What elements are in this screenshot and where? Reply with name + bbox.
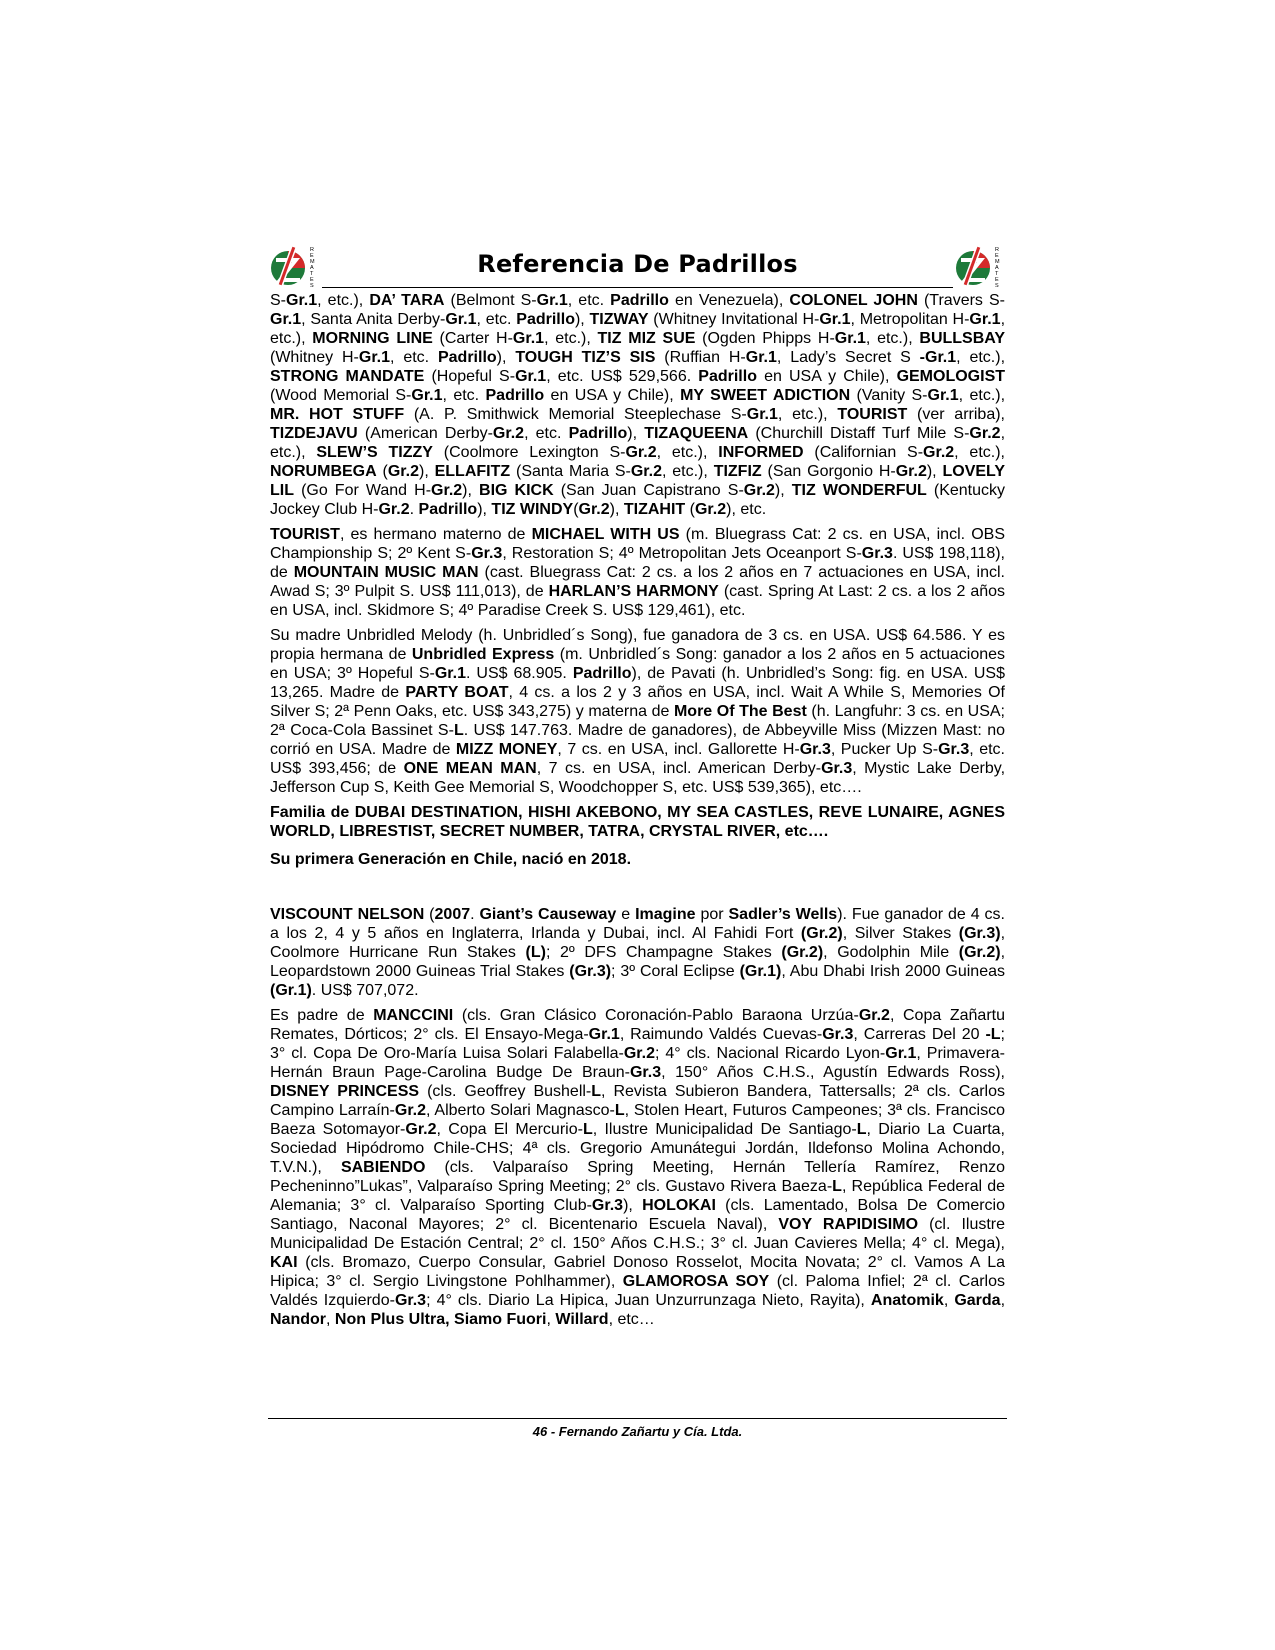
text-run: en USA y Chile), xyxy=(756,368,897,385)
text-run: (cl. Ilustre Municipalidad De Estación Central; 2° cl. 150° Años C.H.S.; 3° cl. Juan Cavieres Mella; 4° cl. Mega), xyxy=(270,1216,1006,1252)
text-run: , Leopardstown 2000 Guineas Trial Stakes xyxy=(270,944,1006,980)
bold-text: -Gr.1 xyxy=(919,349,957,366)
text-run: ), xyxy=(462,482,480,499)
bold-text: Anatomik xyxy=(870,1292,944,1309)
bold-text: Sadler’s Wells xyxy=(728,906,838,923)
text-run: , etc. US$ 529,566. xyxy=(546,368,699,385)
text-run: , Revista Subieron Bandera, Tattersalls; 2ª cls. Carlos Campino Larraín- xyxy=(270,1083,1005,1119)
text-run: S- xyxy=(270,292,286,309)
bold-text: SLEW’S TIZZY xyxy=(316,444,433,461)
bold-text: MIZZ MONEY xyxy=(455,741,558,758)
text-run: (Wood Memorial S- xyxy=(270,387,412,404)
bold-text: 2007 xyxy=(434,906,471,923)
page-footer: 46 - Fernando Zañartu y Cía. Ltda. xyxy=(532,1424,743,1439)
bold-text: Padrillo xyxy=(568,425,628,442)
bold-text: (Gr.2) xyxy=(958,944,1001,961)
bold-text: Gr.1 xyxy=(445,311,477,328)
bold-text: Imagine xyxy=(635,906,696,923)
text-run: ( xyxy=(573,501,579,518)
bold-text: Gr.1 xyxy=(411,387,443,404)
text-run: . xyxy=(409,501,419,518)
bold-text: Gr.2 xyxy=(578,501,610,518)
bold-text: GEMOLOGIST xyxy=(896,368,1006,385)
bold-text: Gr.1 xyxy=(927,387,959,404)
text-run: , xyxy=(546,1311,556,1328)
bold-text: -L xyxy=(985,1026,1001,1043)
svg-text:A: A xyxy=(995,265,999,271)
bold-text: (Gr.1) xyxy=(739,963,782,980)
bold-text: (L) xyxy=(525,944,546,961)
bold-text: Gr.1 xyxy=(358,349,391,366)
bold-text: Padrillo xyxy=(516,311,575,328)
text-run: (Go For Wand H- xyxy=(294,482,432,499)
paragraph xyxy=(270,905,1005,1000)
svg-text:E: E xyxy=(310,277,314,283)
bold-text: TIZWAY xyxy=(589,311,649,328)
bold-text: TIZ WINDY xyxy=(491,501,574,518)
text-run: , etc.), xyxy=(656,444,719,461)
text-run: (Ogden Phipps H- xyxy=(695,330,835,347)
text-run: ), xyxy=(623,1197,643,1214)
zr-remates-logo xyxy=(955,244,1005,288)
text-run: (Hopeful S- xyxy=(424,368,516,385)
bold-text: HARLAN’S HARMONY xyxy=(548,583,719,600)
text-run: , etc.), xyxy=(544,330,598,347)
bold-text: Gr.2 xyxy=(743,482,775,499)
bold-text: Gr.3 xyxy=(799,741,831,758)
text-run: ; 4° cls. Diario La Hipica, Juan Unzurrunzaga Nieto, Rayita), xyxy=(426,1292,871,1309)
text-run: ( xyxy=(685,501,695,518)
bold-text: Gr.3 xyxy=(938,741,970,758)
text-run: por xyxy=(695,906,729,923)
svg-text:E: E xyxy=(995,277,999,283)
text-run: , Stolen Heart, Futuros Campeones; 3ª cls. Francisco Baeza Sotomayor- xyxy=(270,1102,1005,1138)
text-run: . US$ 147.763. Madre de ganadores), de Abbeyville Miss (Mizzen Mast: no corrió en USA. Madre de xyxy=(270,722,1006,758)
bold-text: Gr.1 xyxy=(270,311,302,328)
text-run: , Abu Dhabi Irish 2000 Guineas xyxy=(781,963,1006,980)
bold-text: ELLAFITZ xyxy=(434,463,511,480)
svg-text:E: E xyxy=(995,253,999,259)
text-run: , Godolphin Mile xyxy=(823,944,959,961)
bold-text: (Gr.2) xyxy=(800,925,843,942)
svg-text:M: M xyxy=(995,259,1000,265)
bold-text: Gr.3 xyxy=(821,760,853,777)
bold-text: L xyxy=(832,1178,842,1195)
bold-text: MR. HOT STUFF xyxy=(270,406,405,423)
text-run: (cls. Geoffrey Bushell- xyxy=(419,1083,592,1100)
bold-text: Gr.2 xyxy=(858,1007,890,1024)
text-run: (cl. Paloma Infiel; 2ª cl. Carlos Valdés Izquierdo- xyxy=(270,1273,1006,1309)
text-run: , etc. US$ 393,456; de xyxy=(270,741,1006,777)
text-run: ; 3º Coral Eclipse xyxy=(611,963,740,980)
bold-text: MICHAEL WITH US xyxy=(531,526,680,543)
bold-text: Gr.1 xyxy=(515,368,547,385)
text-run: , Mystic Lake Derby, Jefferson Cup S, Keith Gee Memorial S, Woodchopper S, etc. US$ 539,365), etc…. xyxy=(270,760,1006,796)
paragraph xyxy=(270,291,1005,519)
page-header xyxy=(270,244,1005,288)
footer-rule xyxy=(268,1418,1007,1419)
bold-text: ONE MEAN MAN xyxy=(403,760,537,777)
text-run: ), xyxy=(418,463,435,480)
bold-text: Gr.2 xyxy=(394,1102,427,1119)
title-underline xyxy=(322,287,953,288)
text-run: (American Derby- xyxy=(357,425,493,442)
bold-text: TOURIST xyxy=(837,406,908,423)
bold-text: L xyxy=(582,1121,593,1138)
text-run: ), etc. xyxy=(726,501,767,518)
bold-text: DISNEY PRINCESS xyxy=(270,1083,420,1100)
text-run: e xyxy=(616,906,636,923)
paragraph xyxy=(270,1006,1005,1329)
bold-text: COLONEL JOHN xyxy=(789,292,918,309)
bold-text: Gr.2 xyxy=(625,444,657,461)
paragraph xyxy=(270,525,1005,620)
bold-text: Padrillo xyxy=(698,368,757,385)
text-run: , Metropolitan H- xyxy=(850,311,970,328)
bold-text: Gr.1 xyxy=(819,311,851,328)
text-run: ; 3° cl. Copa De Oro-María Luisa Solari Falabella- xyxy=(270,1026,1005,1062)
text-run: (Santa Maria S- xyxy=(510,463,631,480)
svg-text:S: S xyxy=(310,283,314,288)
bold-text: Nandor xyxy=(270,1311,326,1328)
bold-text: L xyxy=(591,1083,602,1100)
text-run: , etc.), xyxy=(777,406,838,423)
svg-text:R: R xyxy=(995,247,999,253)
bold-text: Gr.2 xyxy=(405,1121,437,1138)
text-run: (ver arriba), xyxy=(907,406,1005,423)
text-run: (Whitney Invitational H- xyxy=(648,311,820,328)
text-run: , Pucker Up S- xyxy=(830,741,939,758)
text-run: , Alberto Solari Magnasco- xyxy=(426,1102,615,1119)
text-run: ; 4° cls. Nacional Ricardo Lyon- xyxy=(655,1045,886,1062)
text-run: Es padre de xyxy=(270,1007,374,1024)
bold-text: TOURIST xyxy=(270,526,340,543)
page-title: Referencia De Padrillos xyxy=(477,250,798,278)
text-run: , Primavera-Hernán Braun Page-Carolina Budge De Braun- xyxy=(270,1045,1006,1081)
text-run: , etc.), xyxy=(317,292,370,309)
text-run: (San Juan Capistrano S- xyxy=(553,482,744,499)
text-run: ), xyxy=(574,311,590,328)
text-run: . xyxy=(470,906,480,923)
bold-text: Gr.1 xyxy=(745,349,777,366)
bold-text: Gr.3 xyxy=(394,1292,427,1309)
bold-text: Padrillo xyxy=(418,501,478,518)
bold-text: Gr.2 xyxy=(969,425,1001,442)
text-run: ( xyxy=(376,463,388,480)
bold-text: Gr.1 xyxy=(885,1045,917,1062)
bold-text: Gr.1 xyxy=(512,330,545,347)
text-run: (Californian S- xyxy=(803,444,924,461)
text-run: ), xyxy=(477,501,492,518)
bold-text: Gr.1 xyxy=(434,665,466,682)
bold-text: Gr.3 xyxy=(591,1197,624,1214)
text-run: (Belmont S- xyxy=(444,292,537,309)
text-run: , Raimundo Valdés Cuevas- xyxy=(619,1026,823,1043)
text-run: ), xyxy=(609,501,624,518)
text-run: , Coolmore Hurricane Run Stakes xyxy=(270,925,1006,961)
text-run: , Silver Stakes xyxy=(842,925,959,942)
text-run: (cls. Bromazo, Cuerpo Consular, Gabriel Donoso Rosselot, Mocita Novata; 2° cl. Vamos A La Hipica; 3° cl. Sergio Livingstone Pohlhammer), xyxy=(270,1254,1005,1290)
text-run: , Copa El Mercurio- xyxy=(436,1121,583,1138)
bold-text: KAI xyxy=(270,1254,298,1271)
bold-text: Gr.2 xyxy=(378,501,410,518)
text-run: (Carter H- xyxy=(432,330,513,347)
text-run: , Lady’s Secret S xyxy=(776,349,920,366)
bold-text: Willard xyxy=(555,1311,609,1328)
text-run: (m. Unbridled´s Song: ganador a los 2 años en 5 actuaciones en USA; 3º Hopeful S- xyxy=(270,646,1006,682)
bold-text: Gr.1 xyxy=(969,311,1001,328)
bold-text: BULLSBAY xyxy=(919,330,1006,347)
text-run: ; 2º DFS Champagne Stakes xyxy=(545,944,782,961)
bold-text: TIZ MIZ SUE xyxy=(597,330,696,347)
bold-text: Gr.1 xyxy=(834,330,866,347)
text-run: ), xyxy=(926,463,943,480)
bold-text: Gr.2 xyxy=(923,444,955,461)
text-run: (Whitney H- xyxy=(270,349,359,366)
bold-text: Familia de DUBAI DESTINATION, HISHI AKEBONO, MY SEA CASTLES, REVE LUNAIRE, AGNES WORLD, LIBRESTIST, SECRET NUMBER, TATRA, CRYSTAL RIVER xyxy=(270,804,1005,840)
bold-text: Gr.1 xyxy=(536,292,568,309)
text-run: (Kentucky Jockey Club H- xyxy=(270,482,1006,518)
bold-text: Gr.1 xyxy=(588,1026,620,1043)
bold-text: Gr.2 xyxy=(895,463,927,480)
bold-text: Gr.3 xyxy=(629,1064,662,1081)
bold-text: Gr.2 xyxy=(694,501,727,518)
bold-text: Gr.2 xyxy=(492,425,525,442)
text-run: , Copa Zañartu Remates, Dórticos; 2° cls. El Ensayo-Mega- xyxy=(270,1007,1006,1043)
svg-text:S: S xyxy=(995,283,999,288)
bold-text: VOY RAPIDISIMO xyxy=(778,1216,919,1233)
bold-text: Padrillo xyxy=(485,387,545,404)
svg-text:R: R xyxy=(310,247,314,253)
bold-text: Unbridled Express xyxy=(411,646,555,663)
text-run: (cls. Gran Clásico Coronación-Pablo Baraona Urzúa- xyxy=(453,1007,859,1024)
bold-text: Gr.2 xyxy=(431,482,463,499)
text-run: , etc.), xyxy=(661,463,714,480)
text-run: ), xyxy=(774,482,792,499)
text-run: , xyxy=(1000,1292,1006,1309)
paragraph xyxy=(270,626,1005,797)
text-run: , 150° Años C.H.S., Agustín Edwards Ross), xyxy=(661,1064,1006,1081)
bold-text: Gr.3 xyxy=(861,545,893,562)
text-run: (San Gorgonio H- xyxy=(761,463,896,480)
bold-text: (Gr.2) xyxy=(781,944,824,961)
bold-text: Su primera Generación en Chile, nació en 2018. xyxy=(270,851,632,868)
bold-text: STRONG MANDATE xyxy=(270,368,425,385)
bold-text: LOVELY LIL xyxy=(270,463,1006,499)
bold-text: Gr.1 xyxy=(286,292,318,309)
paragraph xyxy=(270,850,1005,869)
text-run: (Churchill Distaff Turf Mile S- xyxy=(748,425,970,442)
svg-text:M: M xyxy=(310,259,315,265)
text-run: , etc… xyxy=(608,1311,655,1328)
text-run: , etc. xyxy=(390,349,438,366)
text-run: , etc. xyxy=(567,292,611,309)
zr-remates-logo xyxy=(270,244,320,288)
bold-text: TOUGH TIZ’S SIS xyxy=(515,349,656,366)
text-run: , 7 cs. en USA, incl. American Derby- xyxy=(536,760,822,777)
svg-text:A: A xyxy=(310,265,314,271)
bold-text: HOLOKAI xyxy=(642,1197,716,1214)
bold-text: BIG KICK xyxy=(479,482,554,499)
text-run: , etc.), xyxy=(958,387,1006,404)
text-run: . US$ 707,072. xyxy=(311,982,419,999)
bold-text: (Gr.3) xyxy=(569,963,612,980)
text-run: , etc.), xyxy=(270,311,1006,347)
bold-text: Giant’s Causeway xyxy=(479,906,617,923)
svg-text:T: T xyxy=(310,271,314,277)
bold-text: (Gr.3) xyxy=(958,925,1001,942)
bold-text: MORNING LINE xyxy=(312,330,433,347)
bold-text: MY SWEET ADICTION xyxy=(680,387,851,404)
text-run: , etc…. xyxy=(775,823,829,840)
bold-text: L xyxy=(614,1102,625,1119)
text-run: ). Fue ganador de 4 cs. a los 2, 4 y 5 años en Inglaterra, Irlanda y Dubai, incl. Al Fahidi Fort xyxy=(270,906,1005,942)
text-run: ), xyxy=(627,425,645,442)
bold-text: More Of The Best xyxy=(673,703,807,720)
bold-text: DA’ TARA xyxy=(369,292,445,309)
bold-text: TIZFIZ xyxy=(713,463,762,480)
text-run: . US$ 68.905. xyxy=(466,665,573,682)
bold-text: Gr.2 xyxy=(630,463,662,480)
text-run: ), de Pavati (h. Unbridled’s Song: fig. en USA. US$ 13,265. Madre de xyxy=(270,665,1006,701)
text-run: (Ruffian H- xyxy=(655,349,746,366)
text-run: , 7 cs. en USA, incl. Gallorette H- xyxy=(557,741,800,758)
bold-text: MOUNTAIN MUSIC MAN xyxy=(293,564,479,581)
text-run: , etc.), xyxy=(865,330,920,347)
text-run: , Santa Anita Derby- xyxy=(301,311,446,328)
text-run: , 4 cs. a los 2 y 3 años en USA, incl. Wait A While S, Memories Of Silver S; 2ª Penn Oaks, etc. US$ 343,275) y materna de xyxy=(270,684,1005,720)
text-run: , Carreras Del 20 xyxy=(853,1026,986,1043)
bold-text: Padrillo xyxy=(437,349,497,366)
text-run: , xyxy=(943,1292,955,1309)
text-run: (m. Bluegrass Cat: 2 cs. en USA, incl. OBS Championship S; 2º Kent S- xyxy=(270,526,1005,562)
body-text xyxy=(270,291,1005,1335)
text-run: (cls. Valparaíso Spring Meeting, Hernán Tellería Ramírez, Renzo Pecheninno”Lukas”, Valparaíso Spring Meeting; 2° cls. Gustavo Rivera Baeza- xyxy=(270,1159,1006,1195)
bold-text: PARTY BOAT xyxy=(405,684,509,701)
bold-text: Gr.2 xyxy=(623,1045,655,1062)
bold-text: Gr.1 xyxy=(746,406,778,423)
bold-text: Padrillo xyxy=(572,665,632,682)
bold-text: TIZAQUEENA xyxy=(644,425,749,442)
bold-text: SABIENDO xyxy=(340,1159,426,1176)
bold-text: TIZ WONDERFUL xyxy=(791,482,927,499)
svg-text:T: T xyxy=(995,271,999,277)
text-run: Su madre Unbridled Melody (h. Unbridled´s Song), fue ganadora de 3 cs. en USA. US$ 64.586. Y es propia hermana de xyxy=(270,627,1005,663)
bold-text: L xyxy=(856,1121,867,1138)
text-run: , etc.), xyxy=(956,349,1006,366)
text-run: , etc. xyxy=(442,387,486,404)
paragraph xyxy=(270,803,1005,841)
bold-text: Gr.3 xyxy=(471,545,503,562)
bold-text: L xyxy=(453,722,464,739)
bold-text: NORUMBEGA xyxy=(270,463,377,480)
svg-text:E: E xyxy=(310,253,314,259)
text-run: , etc.), xyxy=(954,444,1005,461)
bold-text: TIZDEJAVU xyxy=(270,425,358,442)
bold-text: INFORMED xyxy=(718,444,804,461)
bold-text: (Gr.1) xyxy=(270,982,312,999)
text-run: (cast. Bluegrass Cat: 2 cs. a los 2 años en 7 actuaciones en USA, incl. Awad S; 3º Pulpit S. US$ 111,013), de xyxy=(270,564,1005,600)
text-run: , República Federal de Alemania; 3° cl. Valparaíso Sporting Club- xyxy=(270,1178,1006,1214)
bold-text: Non Plus Ultra, Siamo Fuori xyxy=(334,1311,547,1328)
bold-text: MANCCINI xyxy=(373,1007,454,1024)
text-run: , etc. xyxy=(476,311,517,328)
text-run: ), xyxy=(496,349,516,366)
text-run: (Vanity S- xyxy=(850,387,928,404)
text-run: (cls. Lamentado, Bolsa De Comercio Santiago, Naconal Mayores; 2° cl. Bicentenario Escuela Naval), xyxy=(270,1197,1006,1233)
text-run: (A. P. Smithwick Memorial Steeplechase S- xyxy=(404,406,747,423)
text-run: (Coolmore Lexington S- xyxy=(432,444,626,461)
bold-text: VISCOUNT NELSON xyxy=(270,906,425,923)
text-run: (Travers S- xyxy=(917,292,1006,309)
bold-text: Garda xyxy=(954,1292,1001,1309)
bold-text: GLAMOROSA SOY xyxy=(622,1273,770,1290)
text-run: en Venezuela), xyxy=(668,292,790,309)
bold-text: Gr.3 xyxy=(822,1026,854,1043)
text-run: , etc. xyxy=(524,425,569,442)
text-run: , xyxy=(326,1311,335,1328)
text-run: . US$ 198,118), de xyxy=(270,545,1005,581)
text-run: ( xyxy=(424,906,435,923)
text-run: en USA y Chile), xyxy=(544,387,681,404)
text-run: (cast. Spring At Last: 2 cs. a los 2 años en USA, incl. Skidmore S; 4º Paradise Creek S. US$ 129,461), etc. xyxy=(270,583,1006,619)
bold-text: TIZAHIT xyxy=(623,501,686,518)
text-run: , Restoration S; 4º Metropolitan Jets Oceanport S- xyxy=(502,545,862,562)
text-run: , es hermano materno de xyxy=(339,526,532,543)
text-run: , Diario La Cuarta, Sociedad Hipódromo Chile-CHS; 4ª cls. Gregorio Amunátegui Jordán, Ildefonso Molina Achondo, T.V.N.), xyxy=(270,1121,1005,1176)
bold-text: Gr.2 xyxy=(387,463,419,480)
bold-text: Padrillo xyxy=(610,292,669,309)
text-run: , Ilustre Municipalidad De Santiago- xyxy=(592,1121,857,1138)
text-run: (h. Langfuhr: 3 cs. en USA; 2ª Coca-Cola Bassinet S- xyxy=(270,703,1006,739)
text-run: , etc.), xyxy=(270,425,1006,461)
